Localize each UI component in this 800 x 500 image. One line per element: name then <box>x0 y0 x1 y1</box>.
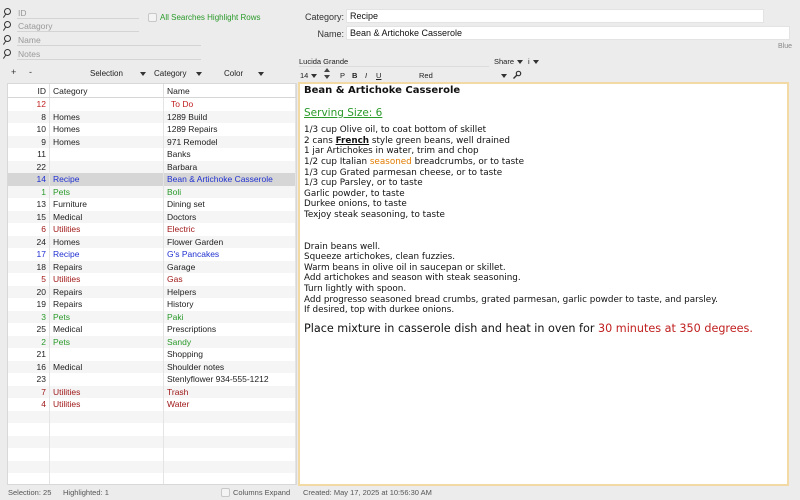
table-row[interactable] <box>8 311 296 324</box>
cell-id: 12 <box>8 98 50 111</box>
cell-category: Recipe <box>50 173 164 186</box>
empty-cell <box>164 461 296 474</box>
cell-id: 9 <box>8 136 50 149</box>
add-row-button[interactable]: + <box>11 67 17 77</box>
final-instruction-text: Place mixture in casserole dish and heat in oven for <box>304 321 598 335</box>
empty-cell <box>8 423 50 436</box>
cell-category <box>50 348 164 361</box>
search-category-row <box>3 19 139 32</box>
cell-id: 14 <box>8 173 50 186</box>
font-size-stepper[interactable] <box>323 67 332 81</box>
table-row[interactable] <box>8 161 296 174</box>
ingredients-list <box>304 125 783 220</box>
emphasis-color: seasoned <box>369 156 412 167</box>
chevron-down-icon <box>311 74 317 78</box>
search-id-row <box>3 6 139 19</box>
ingredient-line: 1/3 cup Olive oil, to coat bottom of skillet <box>304 125 487 136</box>
chevron-down-icon <box>517 60 523 64</box>
cell-category: Homes <box>50 123 164 136</box>
cell-category: Medical <box>50 211 164 224</box>
step-line: Warm beans in olive oil in saucepan or skillet. <box>304 262 506 273</box>
records-table[interactable] <box>7 83 297 485</box>
table-header <box>8 84 296 98</box>
final-instruction <box>304 321 783 335</box>
cell-id: 24 <box>8 236 50 249</box>
empty-cell <box>8 473 50 485</box>
cell-name: 1289 Repairs <box>164 123 296 136</box>
ingredient-line: 1/3 cup Grated parmesan cheese, or to taste <box>304 167 503 178</box>
cell-id: 7 <box>8 386 50 399</box>
cell-name: History <box>164 298 296 311</box>
cell-category: Repairs <box>50 298 164 311</box>
category-popup[interactable] <box>154 67 202 80</box>
empty-cell <box>164 473 296 485</box>
cell-name: Paki <box>164 311 296 324</box>
table-row[interactable] <box>8 386 296 399</box>
step-line: Turn lightly with spoon. <box>304 283 407 294</box>
table-row[interactable] <box>8 211 296 224</box>
step-line: If desired, top with durkee onions. <box>304 305 455 316</box>
cell-name: 1289 Build <box>164 111 296 124</box>
step-line: Squeeze artichokes, clean fuzzies. <box>304 252 456 263</box>
search-icon <box>3 48 13 59</box>
cell-category: Homes <box>50 136 164 149</box>
ingredient-line: Garlic powder, to taste <box>304 188 405 199</box>
cell-category: Pets <box>50 186 164 199</box>
cell-name: Boli <box>164 186 296 199</box>
empty-cell <box>164 411 296 424</box>
empty-cell <box>50 461 164 474</box>
empty-cell <box>50 423 164 436</box>
table-row[interactable] <box>8 223 296 236</box>
cell-id: 21 <box>8 348 50 361</box>
cell-category: Pets <box>50 311 164 324</box>
cell-category <box>50 373 164 386</box>
column-header-category[interactable]: Category <box>50 84 164 97</box>
cell-id: 19 <box>8 298 50 311</box>
cell-id: 3 <box>8 311 50 324</box>
step-line: Drain beans well. <box>304 241 381 252</box>
cell-category: Utilities <box>50 386 164 399</box>
chevron-down-icon <box>533 60 539 64</box>
cell-name: Shopping <box>164 348 296 361</box>
notes-editor[interactable] <box>298 82 789 486</box>
empty-cell <box>164 436 296 449</box>
cell-name: Barbara <box>164 161 296 174</box>
empty-cell <box>164 423 296 436</box>
cell-id: 22 <box>8 161 50 174</box>
search-category-input[interactable]: Catagory <box>17 20 139 32</box>
column-header-name[interactable]: Name <box>164 84 296 97</box>
cell-name: Garage <box>164 261 296 274</box>
cell-category: Homes <box>50 111 164 124</box>
highlight-rows-toggle[interactable] <box>148 13 261 22</box>
spacing-label: i <box>528 57 530 66</box>
cell-category: Medical <box>50 361 164 374</box>
step-line: Add artichokes and season with steak seasoning. <box>304 273 521 284</box>
cell-category: Recipe <box>50 248 164 261</box>
highlight-rows-label: All Searches Highlight Rows <box>160 13 261 22</box>
column-header-id[interactable]: ID <box>8 84 50 97</box>
cell-category <box>50 161 164 174</box>
cell-id: 10 <box>8 123 50 136</box>
search-name-input[interactable]: Name <box>17 34 201 46</box>
search-icon <box>3 34 13 45</box>
cell-id: 25 <box>8 323 50 336</box>
empty-cell <box>8 411 50 424</box>
checkbox-icon[interactable] <box>148 13 157 22</box>
share-label: Share <box>494 57 515 66</box>
table-row[interactable] <box>8 236 296 249</box>
font-name-popup[interactable] <box>299 56 489 67</box>
columns-expand-label: Columns Expand <box>233 488 291 497</box>
ingredient-line: 2 cans French style green beans, well drained <box>304 135 511 146</box>
cell-category: Furniture <box>50 198 164 211</box>
cell-name: Electric <box>164 223 296 236</box>
cell-category: Utilities <box>50 273 164 286</box>
cell-id: 23 <box>8 373 50 386</box>
category-label: Category: <box>304 12 344 22</box>
stepper-down-icon[interactable] <box>324 75 330 79</box>
font-name-label: Lucida Grande <box>299 57 349 66</box>
cell-name: Shoulder notes <box>164 361 296 374</box>
cell-name: Gas <box>164 273 296 286</box>
text-color-label: Red <box>419 71 433 80</box>
ingredient-line: 1/2 cup Italian seasoned breadcrumbs, or to taste <box>304 156 525 167</box>
underline-button[interactable]: U <box>376 71 382 80</box>
table-row[interactable] <box>8 173 296 186</box>
empty-cell <box>8 448 50 461</box>
chevron-down-icon <box>140 72 146 76</box>
cell-id: 6 <box>8 223 50 236</box>
spacing-popup[interactable] <box>528 56 539 67</box>
table-toolbar <box>8 67 296 81</box>
table-row-empty <box>8 448 296 461</box>
final-instruction-highlight: 30 minutes at 350 degrees. <box>598 321 753 335</box>
table-row-empty <box>8 461 296 474</box>
search-id-input[interactable]: ID <box>17 7 139 19</box>
share-popup[interactable] <box>494 56 523 67</box>
empty-cell <box>50 436 164 449</box>
cell-category: Homes <box>50 236 164 249</box>
paragraph-button[interactable]: P <box>340 71 346 80</box>
table-row-empty <box>8 473 296 485</box>
table-row[interactable] <box>8 248 296 261</box>
cell-id: 16 <box>8 361 50 374</box>
table-row[interactable] <box>8 348 296 361</box>
table-row[interactable] <box>8 273 296 286</box>
ingredient-line: Texjoy steak seasoning, to taste <box>304 209 445 220</box>
search-notes-input[interactable]: Notes <box>17 48 201 60</box>
chevron-down-icon <box>196 72 202 76</box>
empty-cell <box>50 448 164 461</box>
cell-name: Stenlyflower 934-555-1212 <box>164 373 296 386</box>
table-body <box>8 98 296 485</box>
italic-button[interactable]: I <box>365 71 368 80</box>
cell-name: Water <box>164 398 296 411</box>
step-line: Add progresso seasoned bread crumbs, grated parmesan, garlic powder to taste, and parsley. <box>304 294 718 305</box>
cell-category: Repairs <box>50 261 164 274</box>
cell-category: Utilities <box>50 398 164 411</box>
chevron-down-icon <box>501 74 507 78</box>
eyedropper-icon[interactable] <box>512 70 522 80</box>
highlighted-count: Highlighted: 1 <box>63 488 109 497</box>
table-row[interactable] <box>8 186 296 199</box>
cell-id: 8 <box>8 111 50 124</box>
search-name-row <box>3 33 201 46</box>
search-icon <box>3 20 13 31</box>
name-label: Name: <box>317 29 344 39</box>
color-popup[interactable] <box>224 67 264 80</box>
font-size-popup[interactable] <box>300 70 317 81</box>
table-row[interactable] <box>8 198 296 211</box>
name-field[interactable]: Bean & Artichoke Casserole <box>346 26 790 40</box>
empty-cell <box>50 411 164 424</box>
ingredient-line: 1/3 cup Parsley, or to taste <box>304 178 423 189</box>
created-timestamp: Created: May 17, 2025 at 10:56:30 AM <box>303 488 432 497</box>
table-row[interactable] <box>8 261 296 274</box>
table-row[interactable] <box>8 398 296 411</box>
cell-id: 2 <box>8 336 50 349</box>
color-hint-label: Blue <box>777 43 792 50</box>
empty-cell <box>164 448 296 461</box>
ingredient-line: Durkee onions, to taste <box>304 199 407 210</box>
table-row[interactable] <box>8 361 296 374</box>
cell-name: Doctors <box>164 211 296 224</box>
bold-button[interactable]: B <box>352 71 358 80</box>
chevron-down-icon <box>258 72 264 76</box>
cell-id: 20 <box>8 286 50 299</box>
cell-id: 15 <box>8 211 50 224</box>
cell-id: 13 <box>8 198 50 211</box>
cell-id: 4 <box>8 398 50 411</box>
category-field[interactable]: Recipe <box>346 9 764 23</box>
table-row[interactable] <box>8 286 296 299</box>
cell-category: Pets <box>50 336 164 349</box>
empty-cell <box>50 473 164 485</box>
category-popup-label: Category <box>154 69 187 78</box>
cell-name: 971 Remodel <box>164 136 296 149</box>
cell-id: 1 <box>8 186 50 199</box>
recipe-title: Bean & Artichoke Casserole <box>304 85 461 96</box>
table-row[interactable] <box>8 298 296 311</box>
table-row[interactable] <box>8 336 296 349</box>
selection-count: Selection: 25 <box>8 488 52 497</box>
table-row[interactable] <box>8 136 296 149</box>
cell-name: Helpers <box>164 286 296 299</box>
cell-name: Dining set <box>164 198 296 211</box>
table-row[interactable] <box>8 111 296 124</box>
cell-category <box>50 98 164 111</box>
table-row[interactable] <box>8 323 296 336</box>
steps-list <box>304 242 783 316</box>
cell-category: Repairs <box>50 286 164 299</box>
cell-category <box>50 148 164 161</box>
cell-id: 17 <box>8 248 50 261</box>
table-row-empty <box>8 423 296 436</box>
cell-id: 11 <box>8 148 50 161</box>
empty-cell <box>8 436 50 449</box>
color-popup-label: Color <box>224 69 244 78</box>
cell-name: Banks <box>164 148 296 161</box>
table-row[interactable] <box>8 373 296 386</box>
cell-name: Prescriptions <box>164 323 296 336</box>
empty-cell <box>8 461 50 474</box>
text-color-popup[interactable] <box>419 70 509 81</box>
checkbox-icon[interactable] <box>221 488 230 497</box>
cell-name: Bean & Artichoke Casserole <box>164 173 296 186</box>
cell-name: Trash <box>164 386 296 399</box>
cell-name: G's Pancakes <box>164 248 296 261</box>
cell-name: Sandy <box>164 336 296 349</box>
table-row[interactable] <box>8 98 296 111</box>
font-size-label: 14 <box>300 71 309 80</box>
remove-row-button[interactable]: - <box>29 67 32 77</box>
search-icon <box>3 7 13 18</box>
columns-expand-toggle[interactable] <box>221 488 290 497</box>
table-row[interactable] <box>8 123 296 136</box>
cell-name: To Do <box>164 98 296 111</box>
ingredient-line: 1 jar Artichokes in water, trim and chop <box>304 146 479 157</box>
selection-popup[interactable] <box>90 67 146 80</box>
cell-category: Medical <box>50 323 164 336</box>
emphasis-bold: French <box>335 135 370 146</box>
serving-size: Serving Size: 6 <box>304 106 383 119</box>
table-row-empty <box>8 436 296 449</box>
table-row-empty <box>8 411 296 424</box>
cell-id: 5 <box>8 273 50 286</box>
stepper-up-icon[interactable] <box>324 68 330 72</box>
selection-popup-label: Selection <box>90 69 123 78</box>
cell-id: 18 <box>8 261 50 274</box>
cell-name: Flower Garden <box>164 236 296 249</box>
cell-category: Utilities <box>50 223 164 236</box>
table-row[interactable] <box>8 148 296 161</box>
search-notes-row <box>3 47 201 60</box>
